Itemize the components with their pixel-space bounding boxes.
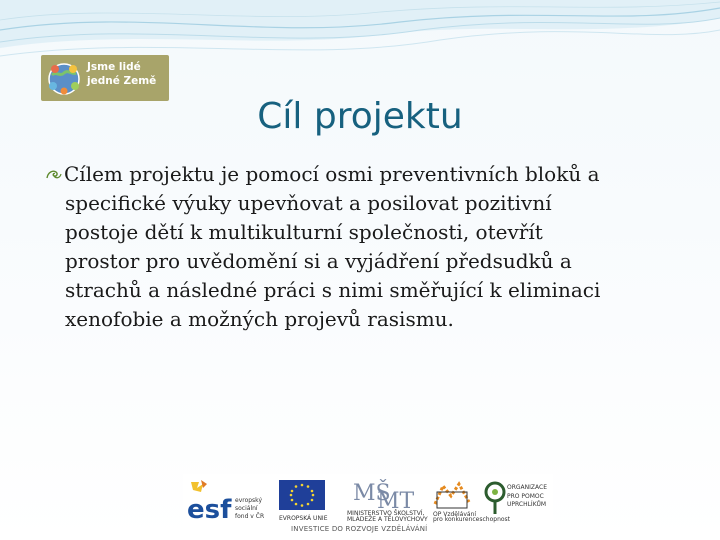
opu-text-2: PRO POMOC (507, 493, 544, 500)
msmt-text-2: MLÁDEŽE A TĚLOVÝCHOVY (347, 516, 428, 523)
op-text-2: pro konkurenceschopnost (433, 516, 511, 523)
slide-title: Cíl projektu (257, 96, 463, 137)
esf-text-3: fond v ČR (235, 513, 265, 520)
svg-text:MŠ: MŠ (353, 481, 391, 506)
svg-text:MT: MT (377, 489, 415, 514)
bullet-line: prostor pro uvědomění si a vyjádření předsudků a (65, 249, 572, 273)
bullet-line: Cílem projektu je pomocí osmi preventivních bloků a (64, 162, 600, 186)
msmt-logo (333, 478, 429, 522)
eu-text: EVROPSKÁ UNIE (279, 515, 328, 522)
bullet-line: postoje dětí k multikulturní společnosti, otevřít (65, 220, 543, 244)
msmt-text-1: MINISTERSTVO ŠKOLSTVÍ, (347, 510, 425, 517)
esf-text-1: evropský (235, 497, 262, 504)
svg-text:esf: esf (187, 495, 232, 525)
bullet-line: xenofobie a možných projevů rasismu. (65, 307, 454, 331)
flourish-bullet-icon (44, 164, 64, 184)
opu-logo (481, 478, 551, 522)
logo-line-1: Jsme lidé (87, 61, 141, 73)
footer-caption: INVESTICE DO ROZVOJE VZDĚLÁVÁNÍ (291, 525, 428, 533)
sponsor-logos (183, 474, 553, 536)
opu-text-3: UPRCHLÍKŮM (507, 501, 547, 508)
esf-text-2: sociální (235, 505, 258, 512)
esf-logo (185, 478, 273, 525)
bullet-line: specifické výuky upevňovat a posilovat pozitivní (65, 191, 552, 215)
bullet-line: strachů a následné práci s nimi směřující k eliminaci (65, 278, 601, 302)
opu-text-1: ORGANIZACE (507, 484, 547, 491)
eu-flag-logo (277, 478, 327, 522)
op-text-1: OP Vzdělávání (433, 511, 477, 518)
bullet-item (44, 160, 684, 334)
bullet-text (44, 160, 684, 334)
logo-line-2: jedné Země (87, 75, 157, 87)
op-vzdelavani-logo (429, 478, 511, 523)
